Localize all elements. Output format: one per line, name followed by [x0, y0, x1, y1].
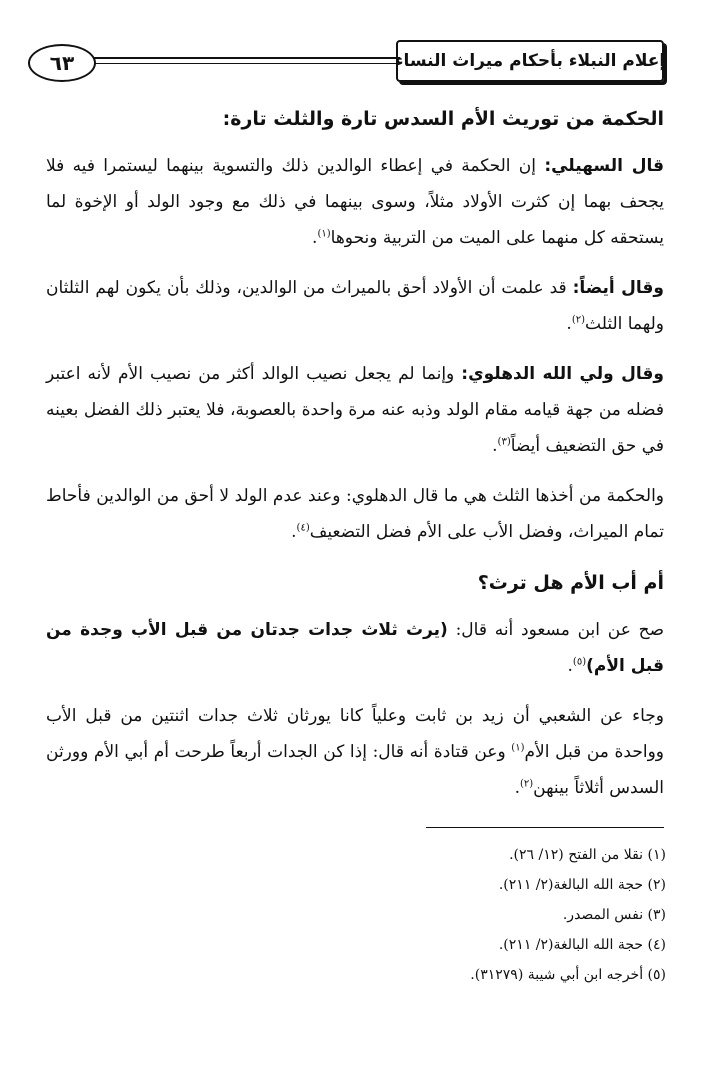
paragraph-text: إن الحكمة في إعطاء الوالدين ذلك والتسوية بينهما ليستمرا فيه فلا يجحف بهما إن كثرت الأولاد مثلاً، وسوى بينهما في ذلك مع وجود الولد أو الإخوة لما يستحقه كل منهما على الميت من التربية ونحوها: [46, 156, 664, 248]
paragraph-text: صح عن ابن مسعود أنه قال:: [447, 620, 665, 640]
footnote-ref: (٢): [519, 778, 534, 790]
section-heading: أم أب الأم هل ترث؟: [477, 572, 664, 594]
paragraph-end: .: [312, 228, 318, 248]
footnote-ref: (٥): [572, 656, 587, 668]
hadith-quote: (يرث ثلاث جدات جدتان من قبل الأب وجدة من قبل الأم): [46, 620, 664, 676]
footnote-ref: (٤): [296, 522, 310, 534]
paragraph-end: .: [291, 522, 297, 542]
footnote: (٥) أخرجه ابن أبي شيبة (٣١٢٧٩).: [470, 967, 666, 983]
header-rule-thin: [94, 63, 400, 64]
footnotes: [300, 840, 666, 990]
paragraph-text: وإنما لم يجعل نصيب الوالد أكثر من نصيب الأم لأنه اعتبر فضله من جهة قيامه مقام الولد وذبه عنه مرة واحدة بالعصوبة، فلا يعتبر ذلك الفضل بعينه في حق التضعيف أيضاً: [46, 364, 664, 456]
speaker-label: وقال أيضاً:: [572, 278, 664, 298]
book-title: إعلام النبلاء بأحكام ميراث النساء: [396, 40, 664, 82]
footnote: (٣) نفس المصدر.: [562, 907, 666, 923]
paragraph-end: .: [492, 436, 498, 456]
footnote: (٢) حجة الله البالغة(٢/ ٢١١).: [498, 877, 666, 893]
footnote-ref: (٣): [497, 436, 511, 448]
footnote-ref: (٢): [571, 314, 585, 326]
paragraph-end: .: [514, 778, 520, 798]
paragraph-text: والحكمة من أخذها الثلث هي ما قال الدهلوي: وعند عدم الولد لا أحق من الوالدين فأحاط تمام الميراث، وفضل الأب على الأم فضل التضعيف: [46, 486, 664, 542]
footnote-ref: (١): [317, 228, 331, 240]
footnote-ref: (١): [511, 742, 525, 754]
paragraph-text: وعن قتادة أنه قال: إذا كن الجدات أربعاً طرحت أم أبي الأم وورثن السدس أثلاثاً بينهن: [46, 742, 664, 798]
paragraph-text: قد علمت أن الأولاد أحق بالميراث من الوالدين، وذلك بأن يكون لهم الثلثان ولهما الثلث: [46, 278, 664, 334]
paragraph-ibn-masud: [46, 612, 664, 684]
paragraph-suhaili: [46, 148, 664, 256]
paragraph-dehlawi: [46, 356, 664, 464]
header-rule: [94, 57, 400, 59]
paragraph-wisdom: [46, 478, 664, 550]
speaker-label: قال السهيلي:: [544, 156, 665, 176]
page-number: ٦٣: [28, 44, 96, 82]
paragraph-shabi: [46, 698, 664, 806]
paragraph-end: .: [567, 656, 573, 676]
footnote-separator: [426, 827, 664, 828]
main-text: [46, 100, 664, 820]
footnote: (٤) حجة الله البالغة(٢/ ٢١١).: [498, 937, 666, 953]
section-heading: الحكمة من توريث الأم السدس تارة والثلث تارة:: [222, 108, 664, 130]
running-header: [28, 40, 664, 86]
paragraph-also: [46, 270, 664, 342]
speaker-label: وقال ولي الله الدهلوي:: [461, 364, 665, 384]
footnote: (١) نقلا من الفتح (١٢/ ٢٦).: [509, 847, 666, 863]
paragraph-end: .: [566, 314, 572, 334]
paragraph-text: وجاء عن الشعبي أن زيد بن ثابت وعلياً كانا يورثان ثلاث جدات اثنتين من قبل الأب وواحدة من قبل الأم: [46, 706, 664, 762]
